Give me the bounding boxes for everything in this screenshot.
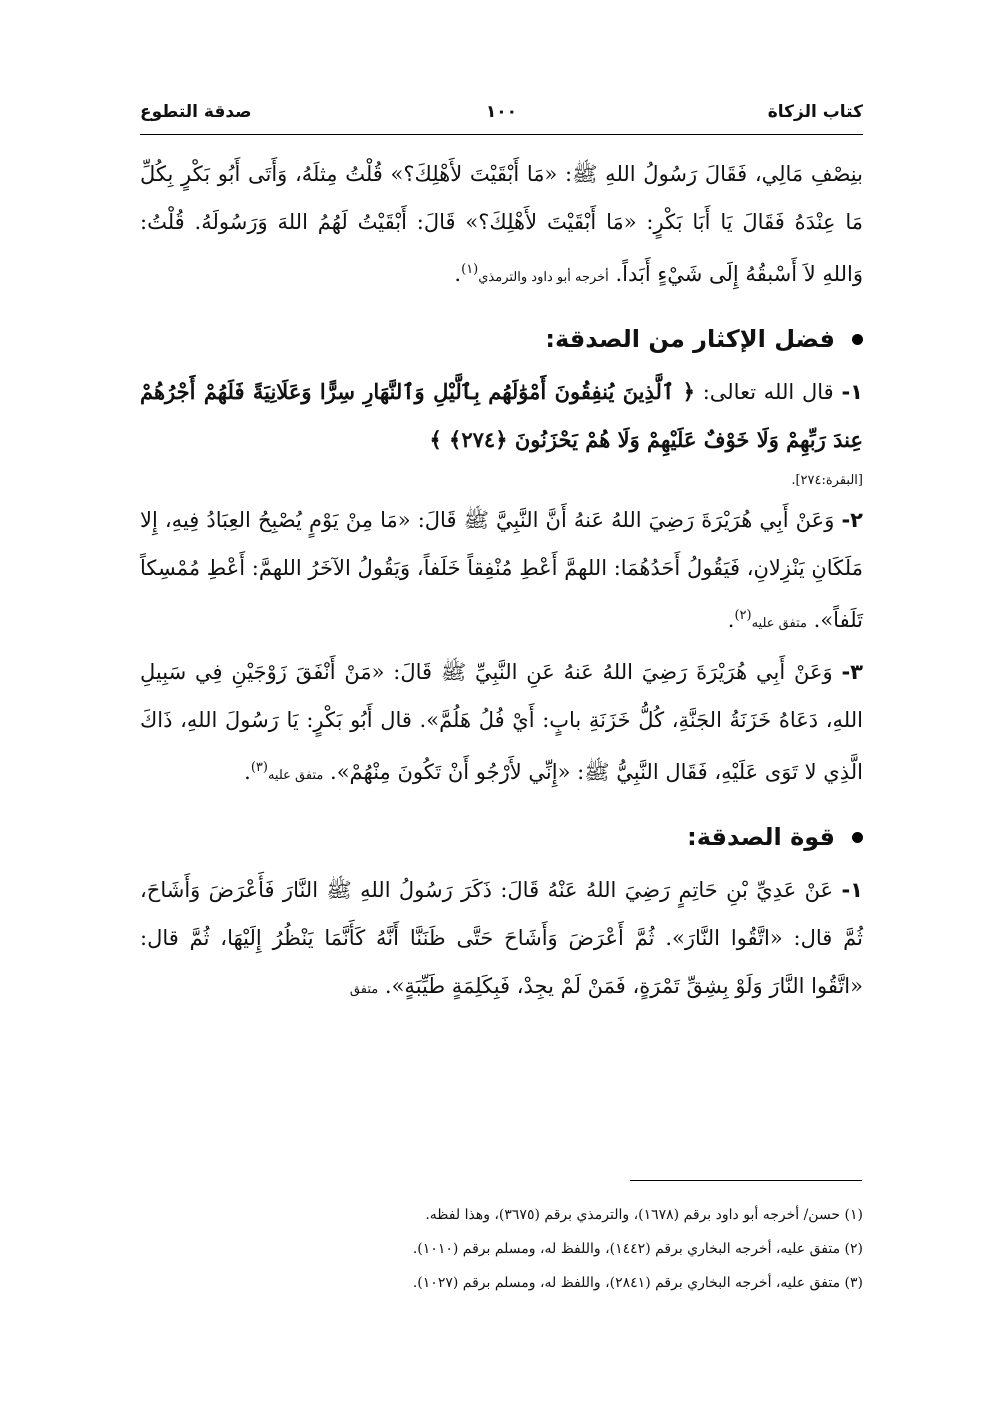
list-item-hadith-2: ٢- وَعَنْ أَبِي هُرَيْرَةَ رَضِيَ اللهُ عَنهُ أَنَّ النَّبِيَّ ﷺ قَالَ: «مَا مِنْ يَوْمٍ يُصْبِحُ العِبَادُ فِيهِ، إِلا مَلَكَانِ يَنْزِلانِ، فَيَقُولُ أَحَدُهُمَا: اللهمَّ أَعْطِ مُنْفِقاً خَلَفاً، وَيَقُولُ الآخَرُ اللهمَّ: أَعْطِ مُمْسِكاً تَلَفاً». متفق عليه$^{(٢)}$. (140, 508, 863, 632)
item-number: ١- (841, 878, 863, 902)
hadith-text: وَعَنْ أَبِي هُرَيْرَةَ رَضِيَ اللهُ عَنهُ أَنَّ النَّبِيَّ ﷺ قَالَ: «مَا مِنْ يَوْمٍ يُصْبِحُ العِبَادُ فِيهِ، إِلا مَلَكَانِ يَنْزِلانِ، فَيَقُولُ أَحَدُهُمَا: اللهمَّ أَعْطِ مُنْفِقاً خَلَفاً، وَيَقُولُ الآخَرُ اللهمَّ: أَعْطِ مُمْسِكاً تَلَفاً». (140, 508, 863, 632)
section-heading-charity-virtue (140, 316, 863, 362)
intro-text: بنِصْفِ مَالِي، فَقَالَ رَسُولُ اللهِ ﷺ: «مَا أَبْقَيْتَ لأَهْلِكَ؟» قُلْتُ مِثلَهُ، وَأَتَى أَبُو بَكْرٍ بِكُلِّ مَا عِنْدَهُ فَقَالَ يَا أَبَا بَكْرٍ: «مَا أَبْقَيْتَ لأَهْلِكَ؟» قَالَ: أَبْقَيْتُ لَهُمُ اللهَ وَرَسُولَهُ. قُلْتُ: وَاللهِ لاَ أَسْبقُهُ إِلَى شَيْءٍ أَبَداً. (140, 162, 863, 286)
hadith-source: متفق عليه (751, 616, 807, 631)
running-header (140, 100, 863, 130)
header-section-title: صدقة التطوع (140, 102, 252, 122)
hadith-source: متفق عليه (267, 768, 324, 783)
header-book-title: كتاب الزكاة (767, 102, 863, 122)
item-number: ٣- (841, 660, 863, 684)
footnote-ref-3[interactable]: (٣) (250, 760, 268, 775)
footnote-1: (١) حسن/ أخرجه أبو داود برقم (١٦٧٨)، والترمذي برقم (٣٦٧٥)، وهذا لفظه. (425, 1207, 863, 1223)
footnote-divider (630, 1180, 862, 1181)
footnote-2: (٢) متفق عليه، أخرجه البخاري برقم (١٤٤٢)، واللفظ له، ومسلم برقم (١٠١٠). (412, 1241, 863, 1257)
footnotes (140, 1198, 863, 1300)
section-heading-text: فضل الإكثار من الصدقة: (545, 325, 835, 353)
item-number: ١- (841, 380, 863, 404)
intro-source: أخرجه أبو داود والترمذي (478, 270, 609, 285)
item-number: ٢- (841, 508, 863, 532)
hadith-text: عَنْ عَدِيِّ بْنِ حَاتِمٍ رَضِيَ اللهُ عَنْهُ قَالَ: ذَكَرَ رَسُولُ اللهِ ﷺ النَّارَ فَأَعْرَضَ وَأَشَاحَ، ثُمَّ قال: «اتَّقُوا النَّارَ». ثُمَّ أَعْرَضَ وَأَشَاحَ حَتَّى ظَنَنَّا أَنَّهُ كَأَنَّمَا يَنْظُرُ إِلَيْهَا، ثُمَّ قال: «اتَّقُوا النَّارَ وَلَوْ بِشِقِّ تَمْرَةٍ، فَمَنْ لَمْ يجِدْ، فَبِكَلِمَةٍ طَيِّبَةٍ». (140, 878, 863, 998)
quran-verse: ﴿ ٱلَّذِينَ يُنفِقُونَ أَمْوَٰلَهُم بِٱلَّيْلِ وَٱلنَّهَارِ سِرًّا وَعَلَانِيَةً فَلَهُمْ أَجْرُهُمْ عِندَ رَبِّهِمْ وَلَا خَوْفٌ عَلَيْهِمْ وَلَا هُمْ يَحْزَنُونَ ﴿٢٧٤﴾ ﴾ (140, 379, 863, 452)
footnote-ref-1[interactable]: (١) (461, 262, 479, 277)
bullet-icon (852, 832, 863, 843)
hadith-text: وَعَنْ أَبِي هُرَيْرَةَ رَضِيَ اللهُ عَنهُ عَنِ النَّبِيِّ ﷺ قَالَ: «مَنْ أَنْفَقَ زَوْجَيْنِ فِي سَبِيلِ اللهِ، دَعَاهُ خَزَنَةُ الجَنَّةِ، كُلُّ خَزَنَةِ بابٍ: أَيْ فُلُ هَلُمَّ». قال أَبُو بَكْرٍ: يَا رَسُولَ اللهِ، ذَاكَ الَّذِي لا تَوَى عَلَيْهِ، فَقَال النَّبِيُّ ﷺ: «إِنِّي لأَرْجُو أَنْ تَكُونَ مِنْهُمْ». (140, 660, 863, 784)
list-item-verse (140, 368, 863, 464)
section-heading-text: قوة الصدقة: (687, 823, 835, 851)
hadith-source-continued: متفق (349, 982, 379, 997)
list-item-hadith-adi (140, 866, 863, 1014)
page-number: ١٠٠ (485, 102, 518, 122)
bullet-icon (852, 334, 863, 345)
section-heading-charity-power (140, 814, 863, 860)
list-item-hadith-3: ٣- وَعَنْ أَبِي هُرَيْرَةَ رَضِيَ اللهُ عَنهُ عَنِ النَّبِيِّ ﷺ قَالَ: «مَنْ أَنْفَقَ زَوْجَيْنِ فِي سَبِيلِ اللهِ، دَعَاهُ خَزَنَةُ الجَنَّةِ، كُلُّ خَزَنَةِ بابٍ: أَيْ فُلُ هَلُمَّ». قال أَبُو بَكْرٍ: يَا رَسُولَ اللهِ، ذَاكَ الَّذِي لا تَوَى عَلَيْهِ، فَقَال النَّبِيُّ ﷺ: «إِنِّي لأَرْجُو أَنْ تَكُونَ مِنْهُمْ». متفق عليه$^{(٣)}$. (140, 660, 863, 784)
verse-reference: [البقرة:٢٧٤]. (791, 473, 863, 488)
main-text (140, 150, 863, 1014)
item-lead: قال الله تعالى: (702, 380, 834, 404)
header-divider (140, 134, 863, 135)
intro-paragraph: بنِصْفِ مَالِي، فَقَالَ رَسُولُ اللهِ ﷺ: «مَا أَبْقَيْتَ لأَهْلِكَ؟» قُلْتُ مِثلَهُ، وَأَتَى أَبُو بَكْرٍ بِكُلِّ مَا عِنْدَهُ فَقَالَ يَا أَبَا بَكْرٍ: «مَا أَبْقَيْتَ لأَهْلِكَ؟» قَالَ: أَبْقَيْتُ لَهُمُ اللهَ وَرَسُولَهُ. قُلْتُ: وَاللهِ لاَ أَسْبقُهُ إِلَى شَيْءٍ أَبَداً. أخرجه أبو داود والترمذي$^{(١)}$. (140, 162, 863, 286)
footnote-3: (٣) متفق عليه، أخرجه البخاري برقم (٢٨٤١)، واللفظ له، ومسلم برقم (١٠٢٧). (412, 1275, 863, 1291)
footnote-ref-2[interactable]: (٢) (734, 608, 752, 623)
